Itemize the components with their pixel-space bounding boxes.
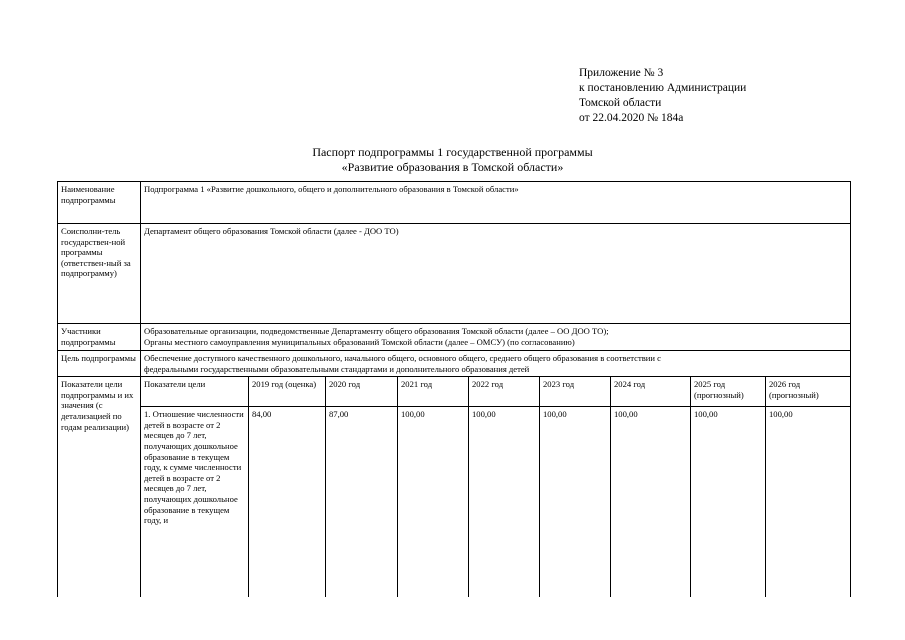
document-title (0, 145, 905, 175)
label-coexecutor: Соисполни-тель государствен-ной программы (ответствен-ный за подпрограмму) (58, 224, 141, 324)
row-subprogram-name (58, 182, 851, 224)
title-line-1: Паспорт подпрограммы 1 государственной программы (312, 145, 593, 159)
indicator-1-name: 1. Отношение численности детей в возрасте от 2 месяцев до 7 лет, получающих дошкольное образование в текущем году, к сумме численности детей в возрасте от 2 месяцев до 7 лет, получающих дошкольное образование в текущем году, и (141, 407, 249, 597)
value-goal (141, 351, 851, 377)
row-goal (58, 351, 851, 377)
header-indicator-name: Показатели цели (141, 377, 249, 407)
header-year-2022: 2022 год (469, 377, 540, 407)
indicator-1-2021: 100,00 (398, 407, 469, 597)
participants-line-1: Образовательные организации, подведомственные Департаменту общего образования Томской области (далее – ОО ДОО ТО); (144, 326, 609, 336)
label-goal: Цель подпрограммы (58, 351, 141, 377)
label-indicators: Показатели цели подпрограммы и их значения (с детализацией по годам реализации) (58, 377, 141, 597)
appendix-number: Приложение № 3 (579, 67, 664, 79)
header-year-2020: 2020 год (326, 377, 398, 407)
indicator-1-2022: 100,00 (469, 407, 540, 597)
indicator-1-2026: 100,00 (766, 407, 851, 597)
passport-table (57, 181, 851, 597)
value-subprogram-name: Подпрограмма 1 «Развитие дошкольного, общего и дополнительного образования в Томской области» (141, 182, 851, 224)
participants-line-2: Органы местного самоуправления муниципальных образований Томской области (далее – ОМСУ) (по согласованию) (144, 336, 575, 347)
appendix-block (579, 66, 746, 126)
appendix-resolution: к постановлению Администрации (579, 82, 747, 94)
goal-line-2: федеральными государственными образовательными стандартами и дополнительного образования детей (144, 363, 530, 374)
appendix-date: от 22.04.2020 № 184а (579, 112, 684, 124)
indicator-1-2025: 100,00 (691, 407, 766, 597)
value-coexecutor: Департамент общего образования Томской области (далее - ДОО ТО) (141, 224, 851, 324)
indicator-1-2020: 87,00 (326, 407, 398, 597)
row-coexecutor (58, 224, 851, 324)
appendix-region: Томской области (579, 97, 662, 109)
indicator-1-2024: 100,00 (611, 407, 691, 597)
label-subprogram-name: Наименование подпрограммы (58, 182, 141, 224)
header-year-2023: 2023 год (540, 377, 611, 407)
title-line-2: «Развитие образования в Томской области» (341, 160, 564, 174)
indicator-1-2023: 100,00 (540, 407, 611, 597)
indicator-row-1 (58, 407, 851, 597)
value-participants (141, 324, 851, 351)
header-year-2024: 2024 год (611, 377, 691, 407)
indicators-header-row (58, 377, 851, 407)
indicator-1-2019: 84,00 (249, 407, 326, 597)
row-participants (58, 324, 851, 351)
header-year-2021: 2021 год (398, 377, 469, 407)
header-year-2019: 2019 год (оценка) (249, 377, 326, 407)
header-year-2026: 2026 год (прогнозный) (766, 377, 851, 407)
goal-line-1: Обеспечение доступного качественного дошкольного, начального общего, основного общего, среднего общего образования в соответствии с (144, 353, 661, 363)
header-year-2025: 2025 год (прогнозный) (691, 377, 766, 407)
label-participants: Участники подпрограммы (58, 324, 141, 351)
